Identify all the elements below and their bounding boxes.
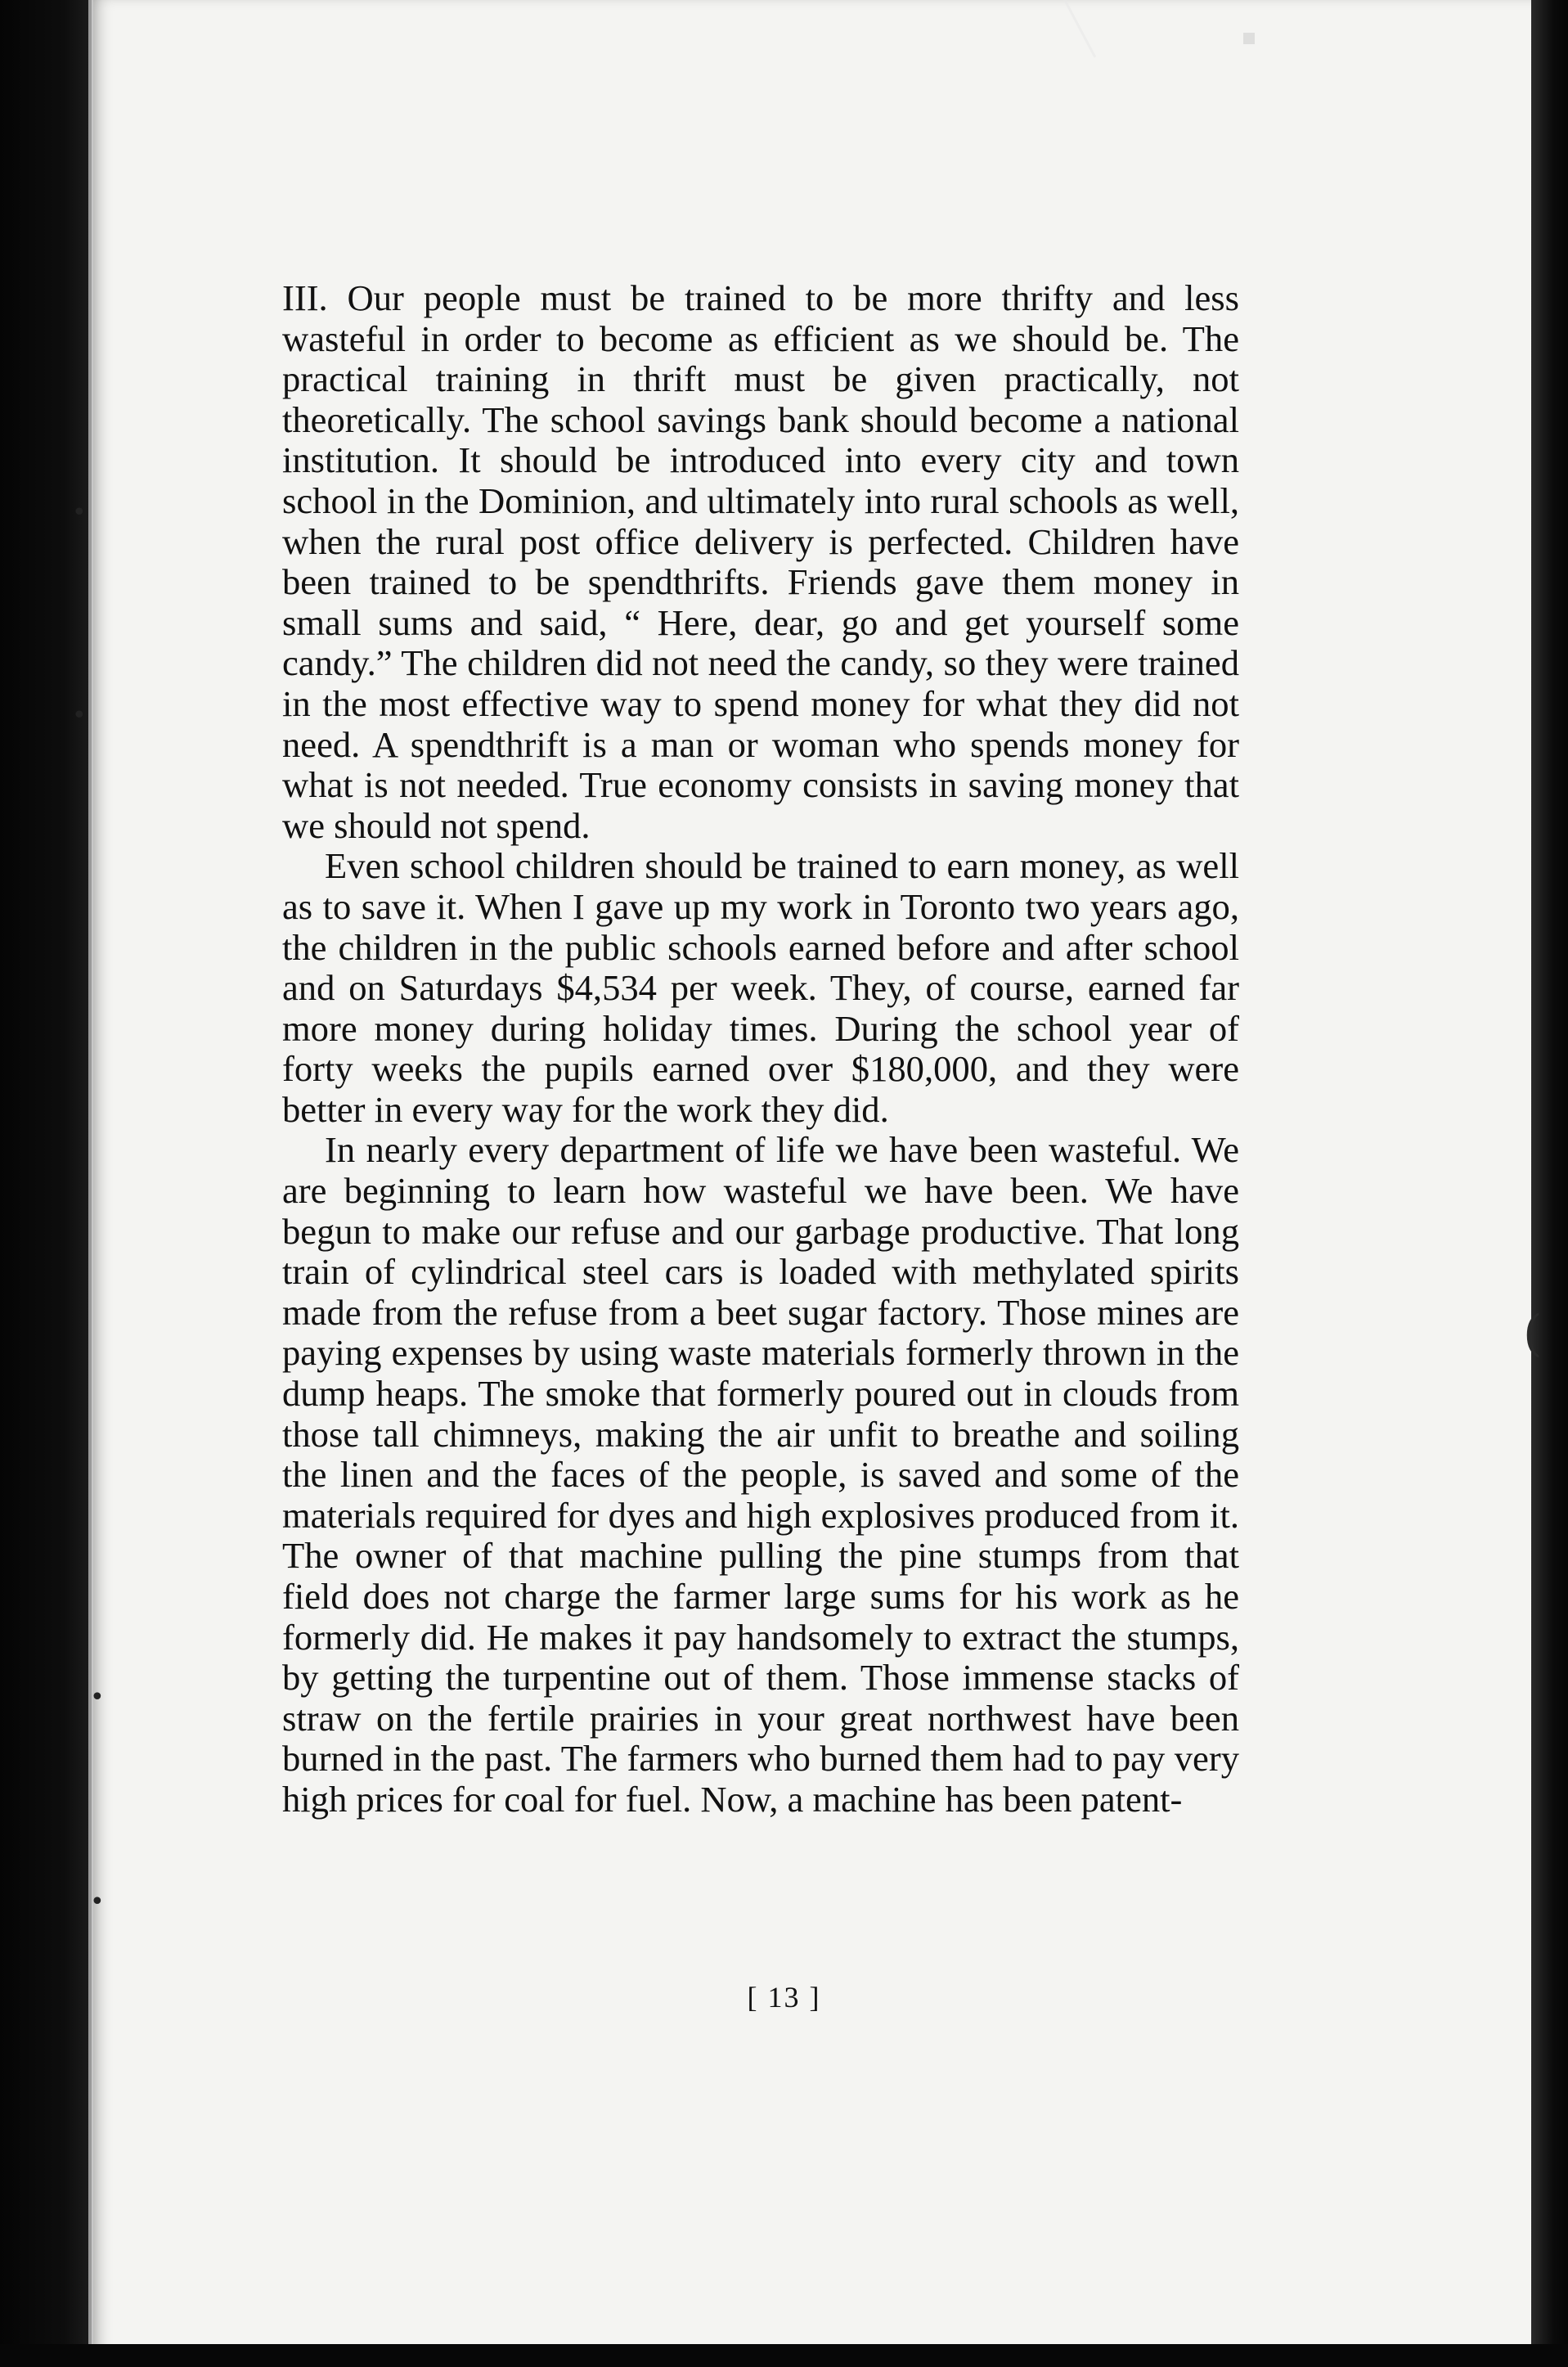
margin-speck: • [72,498,87,527]
paragraph: Even school children should be trained to earn money, as well as to save it. When I gave up my work in Toronto two years ago, the children in the public schools earned before and after school and on Saturdays $4,534 per week. They, of course, earned far more money during holiday times. During the school year of forty weeks the pupils earned over $180,000, and they were better in every way for the work they did. [282,845,1239,1130]
page-number: [ 13 ] [747,1981,821,2014]
paragraph: In nearly every department of life we have been wasteful. We are beginning to learn how wasteful we have been. We have begun to make our refuse and our garbage productive. That long train of cylindrical steel cars is loaded with methylated spirits made from the refuse from a beet sugar factory. Those mines are paying expenses by using waste materials formerly thrown in the dump heaps. The smoke that formerly poured out in clouds from those tall chimneys, making the air unfit to breathe and soiling the linen and the faces of the people, is saved and some of the materials required for dyes and high explosives produced from it. The owner of that machine pulling the pine stumps from that field does not charge the farmer large sums for his work as he formerly did. He makes it pay handsomely to extract the stumps, by getting the turpentine out of them. Those immense stacks of straw on the fertile prairies in your great northwest have been burned in the past. The farmers who burned them had to pay very high prices for coal for fuel. Now, a machine has been patent- [282,1129,1239,1820]
body-text [282,278,1239,1820]
margin-speck: • [90,1683,105,1712]
edge-artifact: ( [1523,1305,1543,1362]
margin-speck: • [72,701,87,730]
scan-speck [1243,33,1255,44]
paragraph: III. Our people must be trained to be more thrifty and less wasteful in order to become as efficient as we should be. The practical training in thrift must be given practically, not theoretically. The school savings bank should become a national institution. It should be introduced into every city and town school in the Dominion, and ultimately into rural schools as well, when the rural post office delivery is perfected. Children have been trained to be spendthrifts. Friends gave them money in small sums and said, “ Here, dear, go and get yourself some candy.” The children did not need the candy, so they were trained in the most effective way to spend money for what they did not need. A spendthrift is a man or woman who spends money for what is not needed. True economy consists in saving money that we should not spend. [282,277,1239,846]
scan-bottom-border [0,2344,1568,2367]
margin-speck: • [90,1888,105,1916]
